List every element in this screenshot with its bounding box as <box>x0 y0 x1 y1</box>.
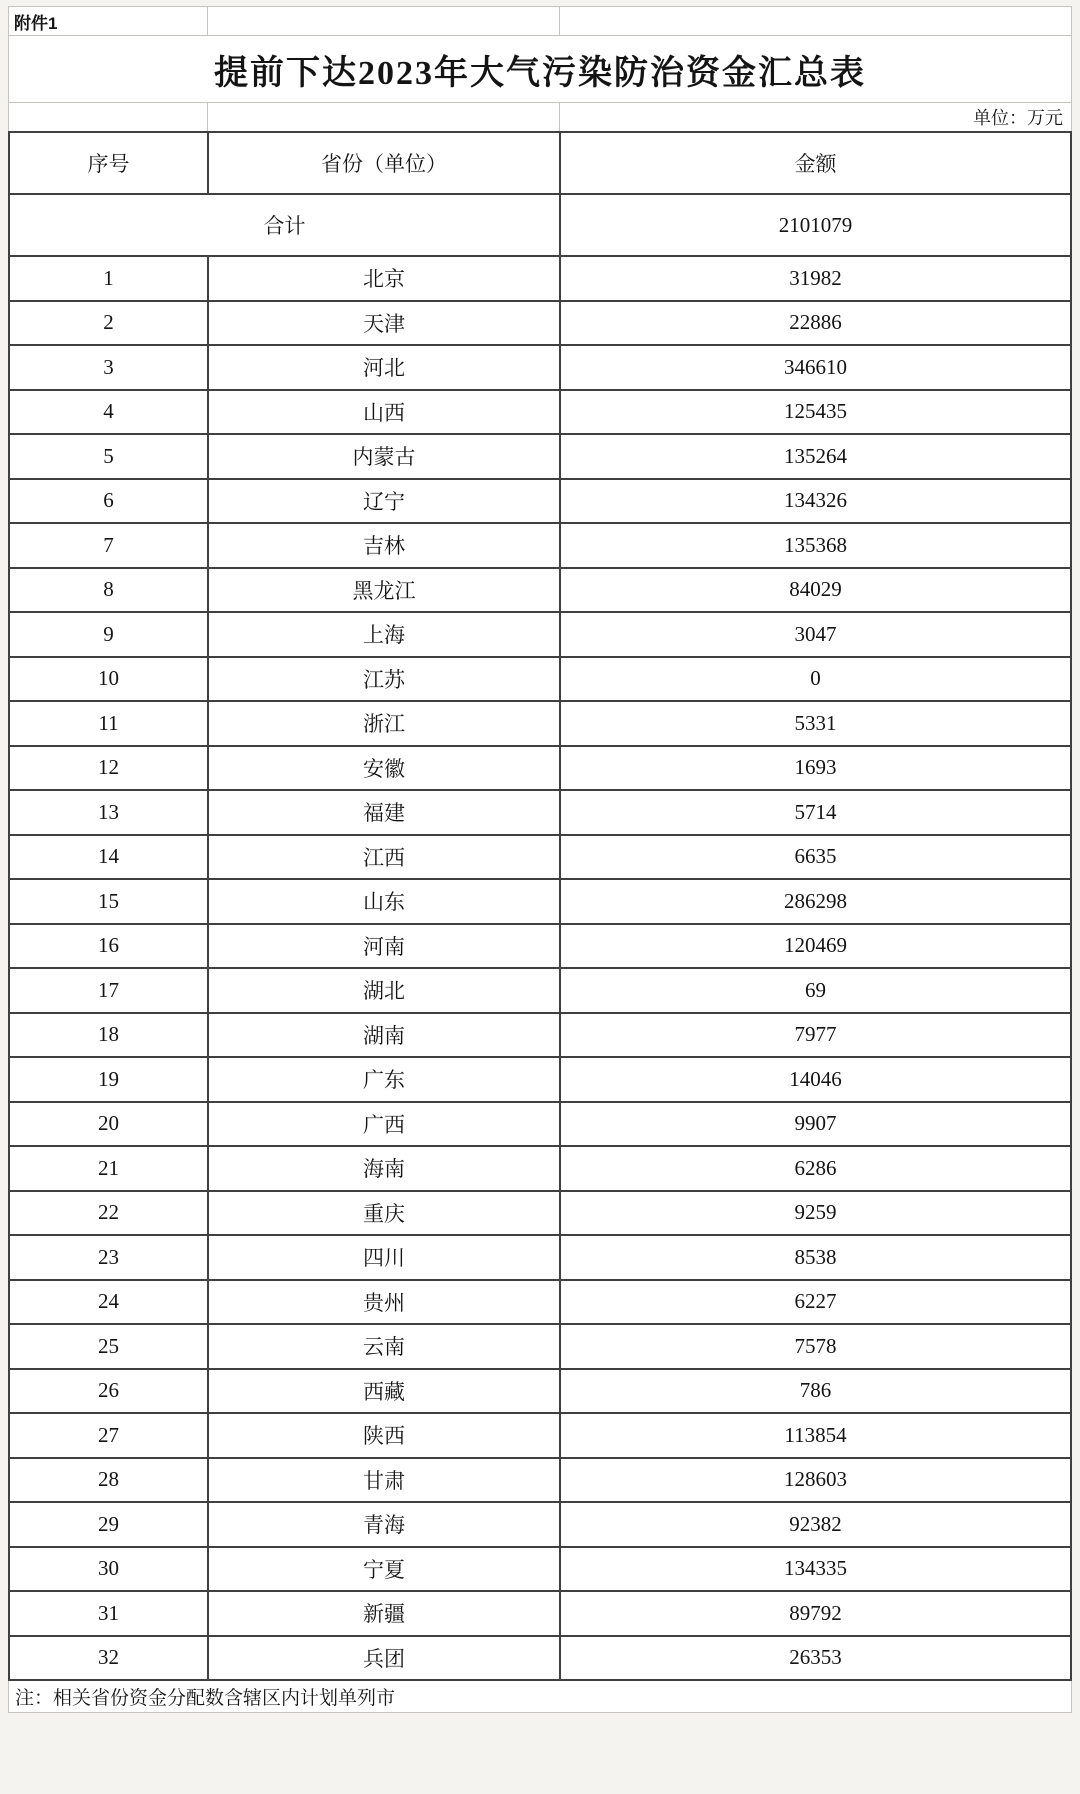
row-number: 15 <box>9 879 208 924</box>
amount-value: 69 <box>560 968 1071 1013</box>
total-label: 合计 <box>9 194 560 256</box>
province-name: 湖北 <box>208 968 560 1013</box>
column-header-province: 省份（单位） <box>208 132 560 194</box>
row-number: 2 <box>9 301 208 346</box>
province-name: 重庆 <box>208 1191 560 1236</box>
row-number: 5 <box>9 434 208 479</box>
row-number: 12 <box>9 746 208 791</box>
table-row <box>9 256 1071 301</box>
table-row <box>9 301 1071 346</box>
column-header-amount: 金额 <box>560 132 1071 194</box>
table-row <box>9 1280 1071 1325</box>
amount-value: 128603 <box>560 1458 1071 1503</box>
province-name: 西藏 <box>208 1369 560 1414</box>
row-number: 9 <box>9 612 208 657</box>
summary-table <box>8 131 1072 1681</box>
province-name: 北京 <box>208 256 560 301</box>
row-number: 14 <box>9 835 208 880</box>
unit-row-empty-cell <box>9 103 208 131</box>
table-row <box>9 835 1071 880</box>
province-name: 陕西 <box>208 1413 560 1458</box>
row-number: 16 <box>9 924 208 969</box>
row-number: 25 <box>9 1324 208 1369</box>
amount-value: 92382 <box>560 1502 1071 1547</box>
row-number: 29 <box>9 1502 208 1547</box>
table-row <box>9 924 1071 969</box>
province-name: 江苏 <box>208 657 560 702</box>
province-name: 天津 <box>208 301 560 346</box>
row-number: 22 <box>9 1191 208 1236</box>
attachment-row-empty-cell <box>208 7 560 35</box>
amount-value: 1693 <box>560 746 1071 791</box>
province-name: 四川 <box>208 1235 560 1280</box>
page-title: 提前下达2023年大气污染防治资金汇总表 <box>214 54 866 92</box>
table-row <box>9 746 1071 791</box>
row-number: 4 <box>9 390 208 435</box>
row-number: 31 <box>9 1591 208 1636</box>
row-number: 6 <box>9 479 208 524</box>
row-number: 13 <box>9 790 208 835</box>
table-row <box>9 1636 1071 1681</box>
province-name: 甘肃 <box>208 1458 560 1503</box>
amount-value: 135368 <box>560 523 1071 568</box>
province-name: 广西 <box>208 1102 560 1147</box>
row-number: 20 <box>9 1102 208 1147</box>
unit-label: 单位：万元 <box>973 108 1063 128</box>
amount-value: 3047 <box>560 612 1071 657</box>
table-row <box>9 1191 1071 1236</box>
amount-value: 9907 <box>560 1102 1071 1147</box>
province-name: 青海 <box>208 1502 560 1547</box>
footnote-row <box>8 1681 1072 1713</box>
row-number: 10 <box>9 657 208 702</box>
row-number: 26 <box>9 1369 208 1414</box>
header-row <box>9 132 1071 194</box>
amount-value: 22886 <box>560 301 1071 346</box>
amount-value: 134326 <box>560 479 1071 524</box>
row-number: 17 <box>9 968 208 1013</box>
province-name: 福建 <box>208 790 560 835</box>
amount-value: 125435 <box>560 390 1071 435</box>
row-number: 1 <box>9 256 208 301</box>
amount-value: 786 <box>560 1369 1071 1414</box>
amount-value: 8538 <box>560 1235 1071 1280</box>
province-name: 江西 <box>208 835 560 880</box>
province-name: 新疆 <box>208 1591 560 1636</box>
amount-value: 31982 <box>560 256 1071 301</box>
table-row <box>9 790 1071 835</box>
table-row <box>9 1102 1071 1147</box>
province-name: 兵团 <box>208 1636 560 1681</box>
table-row <box>9 879 1071 924</box>
row-number: 11 <box>9 701 208 746</box>
table-row <box>9 568 1071 613</box>
amount-value: 6286 <box>560 1146 1071 1191</box>
unit-row-empty-cell <box>208 103 560 131</box>
table-row <box>9 701 1071 746</box>
province-name: 内蒙古 <box>208 434 560 479</box>
table-row <box>9 523 1071 568</box>
province-name: 广东 <box>208 1057 560 1102</box>
attachment-row-empty-cell <box>560 7 1071 35</box>
title-row <box>9 36 1071 103</box>
table-row <box>9 1502 1071 1547</box>
total-amount: 2101079 <box>560 194 1071 256</box>
row-number: 24 <box>9 1280 208 1325</box>
table-row <box>9 1324 1071 1369</box>
amount-value: 84029 <box>560 568 1071 613</box>
unit-row <box>9 103 1071 131</box>
amount-value: 26353 <box>560 1636 1071 1681</box>
amount-value: 120469 <box>560 924 1071 969</box>
table-row <box>9 968 1071 1013</box>
row-number: 28 <box>9 1458 208 1503</box>
table-row <box>9 1013 1071 1058</box>
table-row <box>9 1235 1071 1280</box>
province-name: 吉林 <box>208 523 560 568</box>
province-name: 黑龙江 <box>208 568 560 613</box>
row-number: 23 <box>9 1235 208 1280</box>
row-number: 19 <box>9 1057 208 1102</box>
amount-value: 89792 <box>560 1591 1071 1636</box>
table-body <box>9 256 1071 1680</box>
amount-value: 286298 <box>560 879 1071 924</box>
province-name: 湖南 <box>208 1013 560 1058</box>
row-number: 7 <box>9 523 208 568</box>
column-header-no: 序号 <box>9 132 208 194</box>
amount-value: 5331 <box>560 701 1071 746</box>
table-row <box>9 612 1071 657</box>
province-name: 云南 <box>208 1324 560 1369</box>
province-name: 山东 <box>208 879 560 924</box>
table-row <box>9 657 1071 702</box>
amount-value: 7977 <box>560 1013 1071 1058</box>
row-number: 3 <box>9 345 208 390</box>
province-name: 贵州 <box>208 1280 560 1325</box>
province-name: 安徽 <box>208 746 560 791</box>
province-name: 宁夏 <box>208 1547 560 1592</box>
province-name: 河北 <box>208 345 560 390</box>
row-number: 27 <box>9 1413 208 1458</box>
province-name: 浙江 <box>208 701 560 746</box>
amount-value: 346610 <box>560 345 1071 390</box>
row-number: 21 <box>9 1146 208 1191</box>
table-row <box>9 345 1071 390</box>
amount-value: 113854 <box>560 1413 1071 1458</box>
total-row <box>9 194 1071 256</box>
table-row <box>9 479 1071 524</box>
province-name: 上海 <box>208 612 560 657</box>
row-number: 8 <box>9 568 208 613</box>
province-name: 山西 <box>208 390 560 435</box>
amount-value: 5714 <box>560 790 1071 835</box>
amount-value: 6227 <box>560 1280 1071 1325</box>
table-row <box>9 1369 1071 1414</box>
amount-value: 7578 <box>560 1324 1071 1369</box>
table-row <box>9 1458 1071 1503</box>
row-number: 32 <box>9 1636 208 1681</box>
attachment-label: 附件1 <box>9 7 208 35</box>
table-row <box>9 1547 1071 1592</box>
attachment-sheet <box>8 6 1072 1713</box>
row-number: 18 <box>9 1013 208 1058</box>
footnote: 注：相关省份资金分配数含辖区内计划单列市 <box>15 1688 396 1709</box>
amount-value: 0 <box>560 657 1071 702</box>
amount-value: 134335 <box>560 1547 1071 1592</box>
table-row <box>9 434 1071 479</box>
attachment-row <box>9 7 1071 36</box>
table-row <box>9 1057 1071 1102</box>
table-row <box>9 1146 1071 1191</box>
province-name: 河南 <box>208 924 560 969</box>
province-name: 辽宁 <box>208 479 560 524</box>
table-row <box>9 390 1071 435</box>
row-number: 30 <box>9 1547 208 1592</box>
amount-value: 135264 <box>560 434 1071 479</box>
amount-value: 9259 <box>560 1191 1071 1236</box>
table-row <box>9 1591 1071 1636</box>
amount-value: 14046 <box>560 1057 1071 1102</box>
province-name: 海南 <box>208 1146 560 1191</box>
pre-table-header <box>8 6 1072 131</box>
table-row <box>9 1413 1071 1458</box>
amount-value: 6635 <box>560 835 1071 880</box>
